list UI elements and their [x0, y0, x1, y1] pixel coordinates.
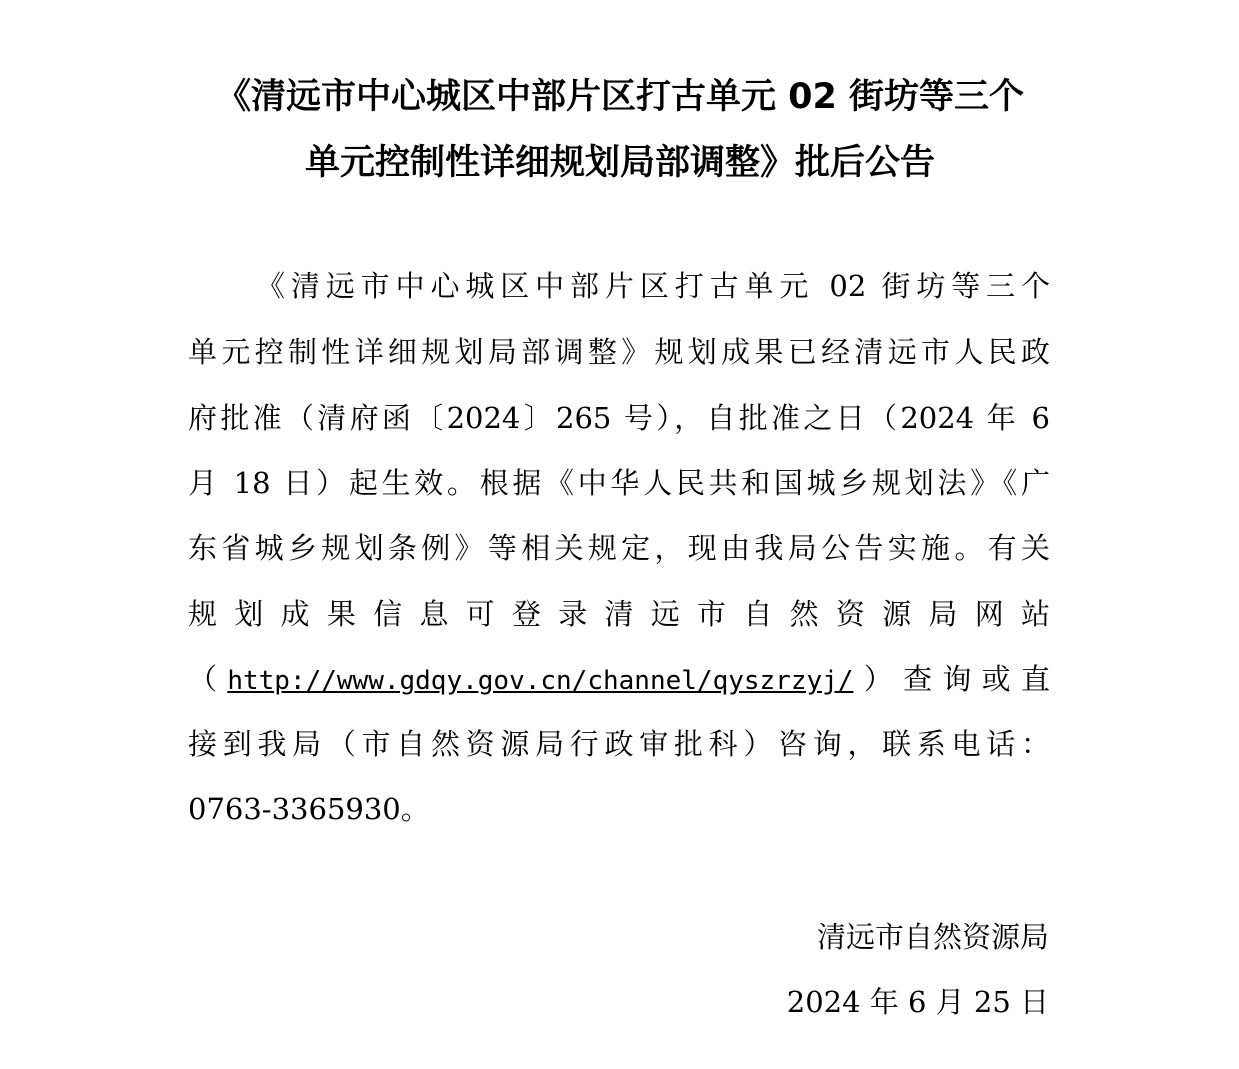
signature-org: 清远市自然资源局 — [816, 920, 1049, 954]
body-line-6: 规划成果信息可登录清远市自然资源局网站 — [188, 597, 1050, 631]
website-link[interactable]: http://www.gdqy.gov.cn/channel/qyszrzyj/ — [227, 666, 854, 696]
body-line-4: 月 18 日）起生效。根据《中华人民共和国城乡规划法》《广 — [188, 466, 1050, 500]
body-line-3: 府批准（清府函〔2024〕265 号），自批准之日（2024 年 6 — [188, 401, 1050, 435]
body-line-7 — [188, 661, 1050, 699]
body-line-5: 东省城乡规划条例》等相关规定，现由我局公告实施。有关 — [188, 531, 1050, 565]
body-line-2: 单元控制性详细规划局部调整》规划成果已经清远市人民政 — [188, 335, 1050, 369]
body-line-7-rest: ）查询或直 — [853, 662, 1050, 696]
page-title-line-2: 单元控制性详细规划局部调整》批后公告 — [304, 143, 935, 183]
body-line-9: 0763-3365930。 — [188, 792, 430, 826]
body-line-8: 接到我局（市自然资源局行政审批科）咨询，联系电话： — [188, 727, 1050, 761]
page-title-line-1: 《清远市中心城区中部片区打古单元 02 街坊等三个 — [215, 77, 1025, 117]
paren-open: （ — [188, 662, 228, 696]
signature-date: 2024 年 6 月 25 日 — [786, 985, 1049, 1019]
body-line-1: 《清远市中心城区中部片区打古单元 02 街坊等三个 — [256, 269, 1050, 303]
